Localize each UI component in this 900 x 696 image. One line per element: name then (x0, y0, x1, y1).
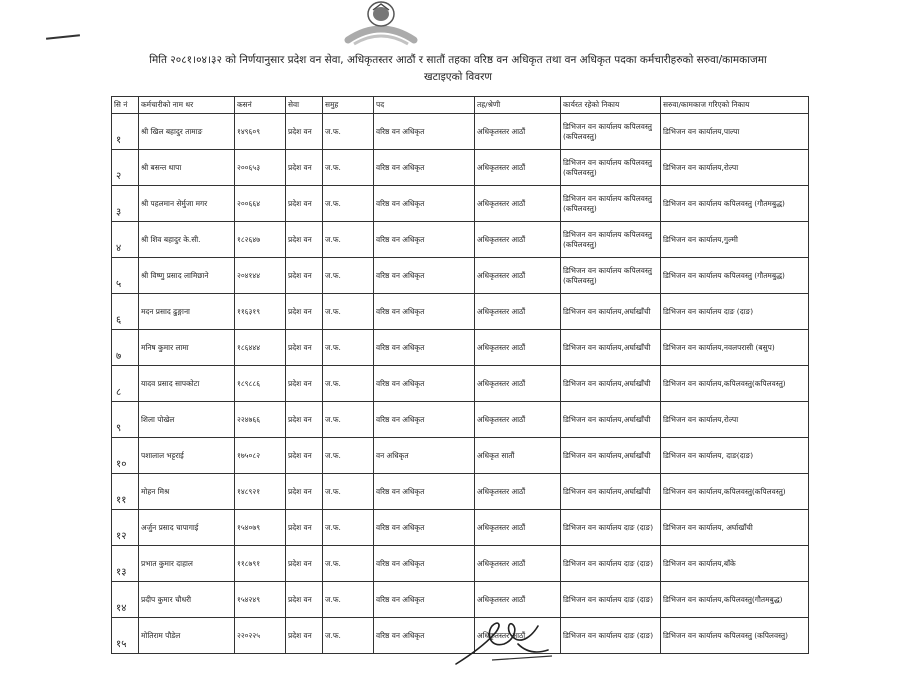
cell-sn: ३ (112, 186, 139, 222)
cell-samuha: ज.फ. (323, 330, 374, 366)
cell-new-office: डिभिजन वन कार्यालय दाङ (दाङ) (661, 294, 809, 330)
cell-samuha: ज.फ. (323, 114, 374, 150)
cell-sn: ५ (112, 258, 139, 294)
cell-sewa: प्रदेश वन (286, 474, 323, 510)
col-header-kasn: कसनं (235, 97, 286, 114)
cell-name: श्री खिल बहादुर तामाङ (139, 114, 235, 150)
cell-kasn: १८६४४४ (235, 330, 286, 366)
cell-pad: वरिष्ठ वन अधिकृत (374, 222, 475, 258)
cell-kasn: १७५०८२ (235, 438, 286, 474)
cell-taha: अधिकृतस्तर आठौं (475, 186, 561, 222)
cell-current-office: डिभिजन वन कार्यालय दाङ (दाङ) (561, 582, 661, 618)
table-row (112, 294, 809, 330)
cell-samuha: ज.फ. (323, 474, 374, 510)
cell-name: मोतिराम पौडेल (139, 618, 235, 654)
cell-sewa: प्रदेश वन (286, 330, 323, 366)
table-row (112, 222, 809, 258)
cell-sewa: प्रदेश वन (286, 402, 323, 438)
cell-kasn: २००६६४ (235, 186, 286, 222)
cell-name: प्रदीप कुमार चौधरी (139, 582, 235, 618)
cell-samuha: ज.फ. (323, 402, 374, 438)
table-row (112, 510, 809, 546)
cell-sewa: प्रदेश वन (286, 186, 323, 222)
cell-new-office: डिभिजन वन कार्यालय,कपिलवस्तु(गौतमबुद्ध) (661, 582, 809, 618)
cell-pad: वरिष्ठ वन अधिकृत (374, 114, 475, 150)
col-header-pad: पद (374, 97, 475, 114)
cell-name: श्री विष्णु प्रसाद लामिछाने (139, 258, 235, 294)
table-row (112, 330, 809, 366)
cell-current-office: डिभिजन वन कार्यालय दाङ (दाङ) (561, 618, 661, 654)
cell-new-office: डिभिजन वन कार्यालय,पाल्पा (661, 114, 809, 150)
cell-pad: वरिष्ठ वन अधिकृत (374, 402, 475, 438)
cell-pad: वरिष्ठ वन अधिकृत (374, 294, 475, 330)
cell-name: अर्जुन प्रसाद चापागाई (139, 510, 235, 546)
cell-kasn: १४९६०९ (235, 114, 286, 150)
cell-kasn: १५४०७९ (235, 510, 286, 546)
cell-taha: अधिकृतस्तर आठौं (475, 258, 561, 294)
cell-new-office: डिभिजन वन कार्यालय कपिलवस्तु (गौतमबुद्ध) (661, 258, 809, 294)
cell-sewa: प्रदेश वन (286, 258, 323, 294)
cell-sewa: प्रदेश वन (286, 150, 323, 186)
cell-sewa: प्रदेश वन (286, 222, 323, 258)
cell-samuha: ज.फ. (323, 510, 374, 546)
cell-samuha: ज.फ. (323, 258, 374, 294)
table-row (112, 546, 809, 582)
table-row (112, 366, 809, 402)
cell-sewa: प्रदेश वन (286, 114, 323, 150)
cell-current-office: डिभिजन वन कार्यालय,अर्घाखाँची (561, 474, 661, 510)
cell-samuha: ज.फ. (323, 150, 374, 186)
cell-name: मनिष कुमार लामा (139, 330, 235, 366)
cell-pad: वरिष्ठ वन अधिकृत (374, 366, 475, 402)
government-seal-emblem (340, 0, 422, 46)
cell-sn: ७ (112, 330, 139, 366)
cell-taha: अधिकृतस्तर आठौं (475, 618, 561, 654)
cell-samuha: ज.फ. (323, 438, 374, 474)
cell-kasn: २२०२२५ (235, 618, 286, 654)
cell-taha: अधिकृतस्तर आठौं (475, 510, 561, 546)
cell-kasn: १५४२४९ (235, 582, 286, 618)
cell-name: पशालाल भट्टराई (139, 438, 235, 474)
cell-sn: ११ (112, 474, 139, 510)
cell-sn: २ (112, 150, 139, 186)
cell-sn: १५ (112, 618, 139, 654)
cell-current-office: डिभिजन वन कार्यालय,अर्घाखाँची (561, 366, 661, 402)
cell-new-office: डिभिजन वन कार्यालय,रोल्पा (661, 402, 809, 438)
cell-name: श्री शिव बहादुर के.सी. (139, 222, 235, 258)
cell-samuha: ज.फ. (323, 186, 374, 222)
cell-current-office: डिभिजन वन कार्यालय दाङ (दाङ) (561, 546, 661, 582)
cell-kasn: १४८९२१ (235, 474, 286, 510)
cell-samuha: ज.फ. (323, 582, 374, 618)
cell-new-office: डिभिजन वन कार्यालय कपिलवस्तु (गौतमबुद्ध) (661, 186, 809, 222)
cell-new-office: डिभिजन वन कार्यालय,कपिलवस्तु(कपिलवस्तु) (661, 474, 809, 510)
cell-kasn: ११६३१९ (235, 294, 286, 330)
cell-current-office: डिभिजन वन कार्यालय,अर्घाखाँची (561, 438, 661, 474)
cell-sn: ६ (112, 294, 139, 330)
cell-current-office: डिभिजन वन कार्यालय कपिलवस्तु (कपिलवस्तु) (561, 222, 661, 258)
col-header-name: कर्मचारीको नाम थर (139, 97, 235, 114)
cell-name: शिला पोखेल (139, 402, 235, 438)
cell-taha: अधिकृतस्तर आठौं (475, 582, 561, 618)
cell-current-office: डिभिजन वन कार्यालय कपिलवस्तु (कपिलवस्तु) (561, 186, 661, 222)
cell-taha: अधिकृतस्तर आठौं (475, 114, 561, 150)
col-header-current-office: कार्यरत रहेको निकाय (561, 97, 661, 114)
cell-sn: ९ (112, 402, 139, 438)
cell-samuha: ज.फ. (323, 222, 374, 258)
col-header-sewa: सेवा (286, 97, 323, 114)
cell-sn: १ (112, 114, 139, 150)
cell-current-office: डिभिजन वन कार्यालय,अर्घाखाँची (561, 330, 661, 366)
table-row (112, 582, 809, 618)
cell-taha: अधिकृत सातौं (475, 438, 561, 474)
cell-name: श्री पहलमान सेर्मुजा मगर (139, 186, 235, 222)
cell-pad: वरिष्ठ वन अधिकृत (374, 618, 475, 654)
cell-kasn: २०४१४४ (235, 258, 286, 294)
cell-samuha: ज.फ. (323, 294, 374, 330)
cell-samuha: ज.फ. (323, 366, 374, 402)
cell-name: मोहन मिश्र (139, 474, 235, 510)
cell-new-office: डिभिजन वन कार्यालय,बाँके (661, 546, 809, 582)
cell-sn: १० (112, 438, 139, 474)
cell-name: श्री बसन्त थापा (139, 150, 235, 186)
cell-taha: अधिकृतस्तर आठौं (475, 402, 561, 438)
cell-sewa: प्रदेश वन (286, 618, 323, 654)
cell-sewa: प्रदेश वन (286, 438, 323, 474)
cell-sn: ८ (112, 366, 139, 402)
pen-stroke-mark (46, 34, 80, 40)
cell-pad: वरिष्ठ वन अधिकृत (374, 258, 475, 294)
handwritten-signature (452, 614, 562, 670)
table-row (112, 474, 809, 510)
cell-sewa: प्रदेश वन (286, 294, 323, 330)
cell-samuha: ज.फ. (323, 546, 374, 582)
cell-taha: अधिकृतस्तर आठौं (475, 330, 561, 366)
cell-name: प्रभात कुमार दाहाल (139, 546, 235, 582)
cell-samuha: ज.फ. (323, 618, 374, 654)
cell-current-office: डिभिजन वन कार्यालय,अर्घाखाँची (561, 402, 661, 438)
table-row (112, 150, 809, 186)
cell-sewa: प्रदेश वन (286, 510, 323, 546)
cell-kasn: ११८७९१ (235, 546, 286, 582)
cell-sn: ४ (112, 222, 139, 258)
cell-kasn: २२४७६६ (235, 402, 286, 438)
cell-new-office: डिभिजन वन कार्यालय, दाङ(दाङ) (661, 438, 809, 474)
col-header-new-office: सरुवा/कामकाज गरिएको निकाय (661, 97, 809, 114)
cell-taha: अधिकृतस्तर आठौं (475, 366, 561, 402)
cell-new-office: डिभिजन वन कार्यालय,नवलपरासी (बसुप) (661, 330, 809, 366)
cell-name: मदन प्रसाद ढुङ्गाना (139, 294, 235, 330)
cell-current-office: डिभिजन वन कार्यालय,अर्घाखाँची (561, 294, 661, 330)
cell-kasn: २००६५३ (235, 150, 286, 186)
cell-current-office: डिभिजन वन कार्यालय कपिलवस्तु (कपिलवस्तु) (561, 114, 661, 150)
cell-new-office: डिभिजन वन कार्यालय, अर्घाखाँची (661, 510, 809, 546)
cell-current-office: डिभिजन वन कार्यालय कपिलवस्तु (कपिलवस्तु) (561, 258, 661, 294)
table-row (112, 438, 809, 474)
cell-taha: अधिकृतस्तर आठौं (475, 474, 561, 510)
cell-pad: वरिष्ठ वन अधिकृत (374, 546, 475, 582)
col-header-sn: सि नं (112, 97, 139, 114)
heading-line-2: खटाइएको विवरण (424, 71, 492, 83)
cell-sn: १२ (112, 510, 139, 546)
cell-sewa: प्रदेश वन (286, 546, 323, 582)
table-row (112, 402, 809, 438)
cell-new-office: डिभिजन वन कार्यालय कपिलवस्तु (कपिलवस्तु) (661, 618, 809, 654)
cell-sn: १३ (112, 546, 139, 582)
col-header-taha: तह/श्रेणी (475, 97, 561, 114)
cell-pad: वरिष्ठ वन अधिकृत (374, 150, 475, 186)
transfer-table (111, 96, 809, 654)
table-header-row (112, 97, 809, 114)
heading-line-1: मिति २०८१।०४।३२ को निर्णयानुसार प्रदेश वन सेवा, अधिकृतस्तर आठौं र सातौं तहका वरिष्ठ वन अधिकृत तथा वन अधिकृत पदका कर्मचारीहरुको सरुवा/कामकाजमा (149, 54, 767, 66)
document-heading (108, 52, 808, 86)
cell-new-office: डिभिजन वन कार्यालय,रोल्पा (661, 150, 809, 186)
cell-kasn: १८९८८६ (235, 366, 286, 402)
cell-pad: वरिष्ठ वन अधिकृत (374, 510, 475, 546)
cell-sewa: प्रदेश वन (286, 582, 323, 618)
cell-new-office: डिभिजन वन कार्यालय,कपिलवस्तु(कपिलवस्तु) (661, 366, 809, 402)
cell-sn: १४ (112, 582, 139, 618)
cell-current-office: डिभिजन वन कार्यालय कपिलवस्तु (कपिलवस्तु) (561, 150, 661, 186)
cell-pad: वरिष्ठ वन अधिकृत (374, 330, 475, 366)
cell-pad: वन अधिकृत (374, 438, 475, 474)
cell-pad: वरिष्ठ वन अधिकृत (374, 474, 475, 510)
table-row (112, 258, 809, 294)
cell-sewa: प्रदेश वन (286, 366, 323, 402)
cell-pad: वरिष्ठ वन अधिकृत (374, 582, 475, 618)
col-header-samuha: समुह (323, 97, 374, 114)
cell-kasn: १८२६४७ (235, 222, 286, 258)
cell-new-office: डिभिजन वन कार्यालय,गुल्मी (661, 222, 809, 258)
table-row (112, 186, 809, 222)
cell-current-office: डिभिजन वन कार्यालय दाङ (दाङ) (561, 510, 661, 546)
cell-name: यादव प्रसाद सापकोटा (139, 366, 235, 402)
cell-taha: अधिकृतस्तर आठौं (475, 150, 561, 186)
cell-taha: अधिकृतस्तर आठौं (475, 546, 561, 582)
table-row (112, 114, 809, 150)
cell-taha: अधिकृतस्तर आठौं (475, 222, 561, 258)
cell-pad: वरिष्ठ वन अधिकृत (374, 186, 475, 222)
cell-taha: अधिकृतस्तर आठौं (475, 294, 561, 330)
